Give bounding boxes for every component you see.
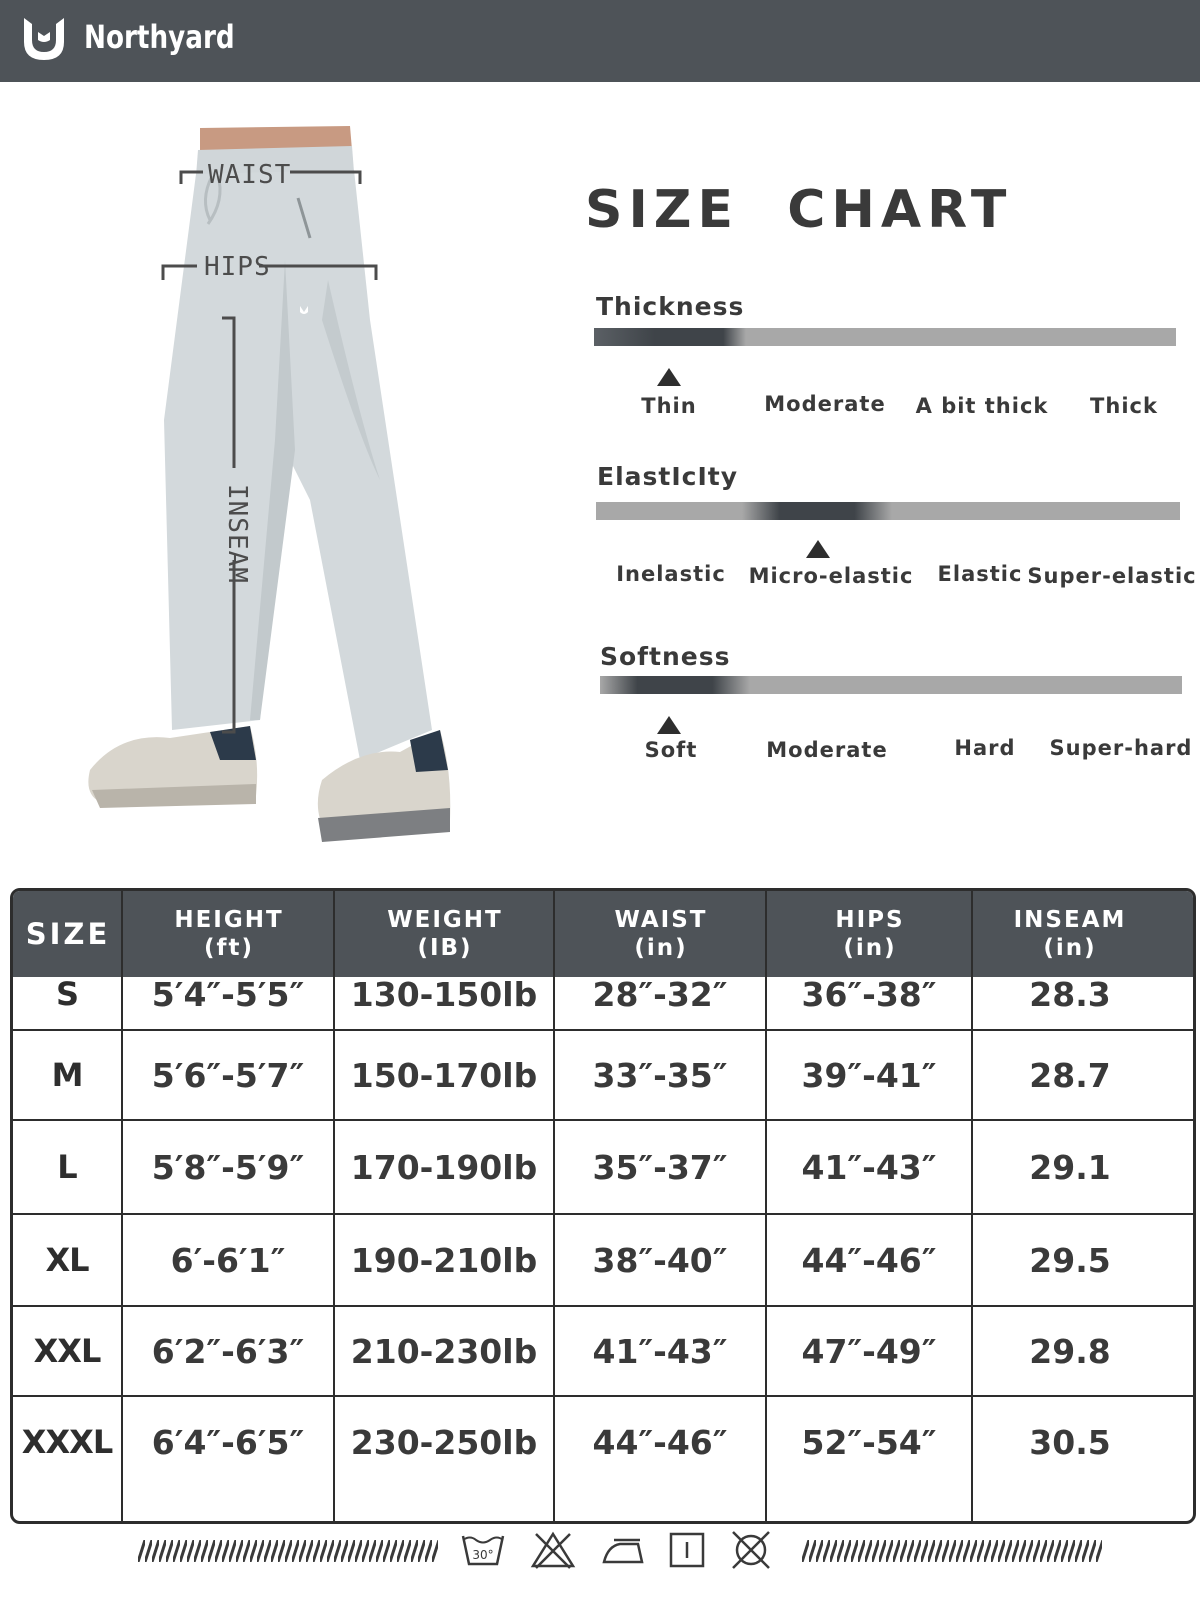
line-dry-icon [664, 1530, 710, 1570]
no-dry-clean-icon [728, 1530, 774, 1570]
table-cell-height: 6′2″-6′3″ [151, 1331, 305, 1371]
inseam-measure-label: INSEAM [222, 484, 252, 584]
no-bleach-icon [530, 1530, 576, 1570]
table-cell-weight: 130-150lb [350, 974, 538, 1014]
table-cell-hips: 44″-46″ [801, 1240, 937, 1280]
col-header-inseam: INSEAM (in) [1013, 907, 1127, 961]
elasticity-label: ElastIcIty [597, 462, 739, 491]
elasticity-scale [596, 502, 1180, 520]
table-cell-hips: 47″-49″ [801, 1331, 937, 1371]
softness-scale-marker [600, 676, 750, 694]
table-cell-weight: 150-170lb [350, 1055, 538, 1095]
hips-measure-label: HIPS [204, 252, 271, 282]
wash-30-icon [460, 1530, 506, 1570]
size-table [10, 888, 1196, 1524]
col-header-hips: HIPS (in) [835, 907, 905, 961]
waist-measure-label: WAIST [208, 160, 292, 190]
table-cell-waist: 44″-46″ [592, 1422, 728, 1462]
wash-temp-label: 30° [472, 1548, 494, 1562]
table-cell-weight: 230-250lb [350, 1422, 538, 1462]
thickness-level-thin: Thin [641, 394, 697, 418]
col-header-height: HEIGHT (ft) [174, 907, 284, 961]
table-cell-inseam: 29.8 [1029, 1331, 1111, 1371]
table-cell-height: 6′-6′1″ [170, 1240, 286, 1280]
col-header-waist: WAIST (in) [614, 907, 708, 961]
softness-label: Softness [600, 642, 731, 671]
thickness-scale-marker [594, 328, 746, 346]
table-cell-size: XXL [33, 1332, 101, 1370]
elasticity-level-inelastic: Inelastic [616, 562, 726, 586]
table-cell-size: M [51, 1056, 83, 1094]
softness-scale [600, 676, 1182, 694]
brand-name: Northyard [84, 18, 235, 56]
table-cell-size: XXXL [21, 1423, 113, 1461]
table-cell-height: 5′4″-5′5″ [151, 974, 305, 1014]
table-cell-size: XL [45, 1241, 89, 1279]
table-cell-waist: 38″-40″ [592, 1240, 728, 1280]
elasticity-level-micro-elastic: Micro-elastic [748, 564, 914, 588]
thickness-selected-arrow-icon [657, 368, 681, 386]
table-cell-inseam: 28.3 [1029, 974, 1111, 1014]
table-cell-waist: 28″-32″ [592, 974, 728, 1014]
col-header-weight: WEIGHT (IB) [387, 907, 503, 961]
table-cell-size: L [57, 1148, 77, 1186]
thickness-level-thick: Thick [1090, 394, 1158, 418]
pants-model-illustration [60, 120, 530, 870]
table-cell-size: S [55, 975, 79, 1013]
brand-header [0, 0, 1200, 82]
elasticity-scale-marker [742, 502, 892, 520]
elasticity-level-super-elastic: Super-elastic [1027, 564, 1197, 588]
table-cell-hips: 36″-38″ [801, 974, 937, 1014]
thickness-level-moderate: Moderate [764, 392, 886, 416]
table-cell-hips: 39″-41″ [801, 1055, 937, 1095]
table-cell-weight: 170-190lb [350, 1147, 538, 1187]
decorative-stripes-right [802, 1540, 1102, 1562]
iron-icon [600, 1530, 646, 1570]
table-cell-height: 5′6″-5′7″ [151, 1055, 305, 1095]
softness-level-super-hard: Super-hard [1049, 736, 1193, 760]
thickness-level-a-bit-thick: A bit thick [915, 394, 1049, 418]
table-cell-hips: 41″-43″ [801, 1147, 937, 1187]
table-cell-inseam: 29.5 [1029, 1240, 1111, 1280]
table-cell-height: 5′8″-5′9″ [151, 1147, 305, 1187]
table-cell-weight: 190-210lb [350, 1240, 538, 1280]
table-cell-weight: 210-230lb [350, 1331, 538, 1371]
thickness-label: Thickness [596, 292, 745, 321]
softness-selected-arrow-icon [657, 716, 681, 734]
table-cell-waist: 41″-43″ [592, 1331, 728, 1371]
table-cell-waist: 33″-35″ [592, 1055, 728, 1095]
col-header-size: SIZE [25, 917, 111, 951]
elasticity-selected-arrow-icon [806, 540, 830, 558]
table-cell-inseam: 28.7 [1029, 1055, 1111, 1095]
softness-level-moderate: Moderate [766, 738, 888, 762]
table-cell-inseam: 30.5 [1029, 1422, 1111, 1462]
elasticity-level-elastic: Elastic [937, 562, 1023, 586]
table-cell-hips: 52″-54″ [801, 1422, 937, 1462]
thickness-scale [594, 328, 1176, 346]
decorative-stripes-left [138, 1540, 438, 1562]
softness-level-soft: Soft [644, 738, 698, 762]
table-cell-waist: 35″-37″ [592, 1147, 728, 1187]
brand-logo-icon [18, 14, 70, 64]
size-chart-title: SIZE CHART [585, 180, 1013, 240]
softness-level-hard: Hard [954, 736, 1016, 760]
table-cell-height: 6′4″-6′5″ [151, 1422, 305, 1462]
table-cell-inseam: 29.1 [1029, 1147, 1111, 1187]
